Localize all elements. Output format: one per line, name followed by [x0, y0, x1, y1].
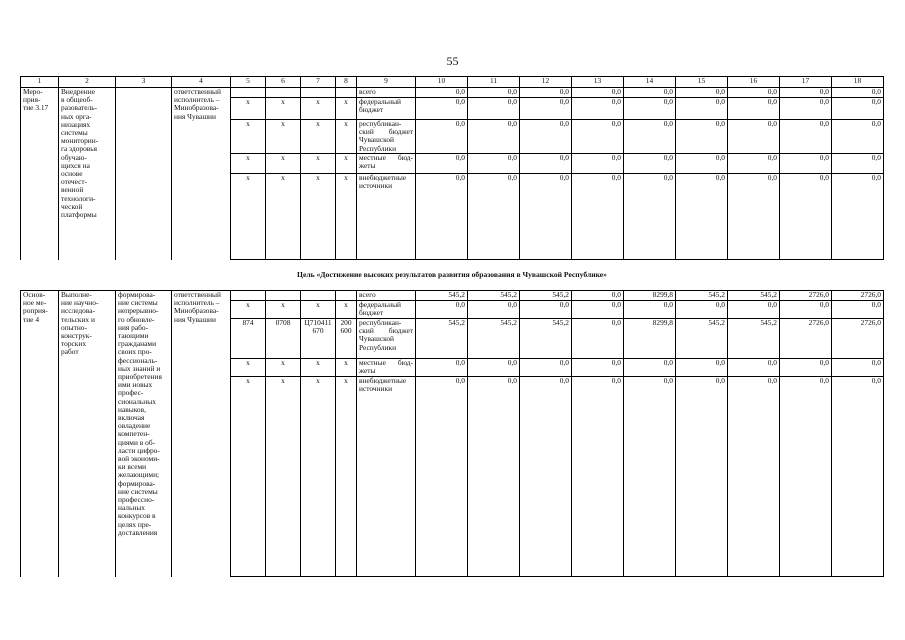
funding-source: федеральный бюджет	[357, 98, 416, 120]
target-indicator-line: конкурсов в	[118, 511, 156, 521]
amount-year-14: 0,0	[624, 377, 676, 577]
amount-year-18: 2726,0	[832, 319, 884, 359]
amount-year-15: 0,0	[676, 301, 728, 319]
measure-name	[59, 291, 116, 577]
funding-source: республикан-ский бюджет Чувашской Республики	[357, 120, 416, 154]
section-code	[266, 88, 301, 98]
amount-year-15: 0,0	[676, 88, 728, 98]
amount-year-17: 0,0	[780, 88, 832, 98]
amount-year-16: 0,0	[728, 154, 780, 174]
amount-year-17: 0,0	[780, 154, 832, 174]
target-indicator-line: гражданами	[118, 339, 157, 349]
amount-year-11: 0,0	[468, 154, 520, 174]
column-header-3: 3	[116, 77, 172, 88]
target-indicator-line: сиональных	[118, 396, 156, 406]
target-article-code: x	[301, 174, 336, 260]
goal-heading: Цель «Достижение высоких результатов развития образования в Чувашской Республике»	[21, 260, 884, 291]
amount-year-18: 0,0	[832, 120, 884, 154]
amount-year-13: 0,0	[572, 359, 624, 377]
target-indicator-line: ки всеми	[118, 462, 147, 472]
target-indicator-line: циями в об-	[118, 437, 156, 447]
amount-year-17: 0,0	[780, 174, 832, 260]
amount-year-11: 545,2	[468, 291, 520, 301]
grbs-code: x	[231, 174, 266, 260]
target-indicator-line: доставления	[118, 527, 158, 537]
measure-name-line: исследова-	[61, 306, 95, 316]
amount-year-17: 0,0	[780, 359, 832, 377]
amount-year-10: 545,2	[416, 319, 468, 359]
expense-type-code: x	[336, 98, 357, 120]
column-header-16: 16	[728, 77, 780, 88]
grbs-code: x	[231, 301, 266, 319]
responsible-executor-line: исполнитель –	[174, 95, 220, 105]
amount-year-11: 0,0	[468, 98, 520, 120]
column-header-5: 5	[231, 77, 266, 88]
column-header-14: 14	[624, 77, 676, 88]
grbs-code	[231, 291, 266, 301]
expense-type-code	[336, 88, 357, 98]
grbs-code: x	[231, 154, 266, 174]
measure-name-line: щихся на	[61, 160, 90, 170]
target-indicator-line: ных знаний и	[118, 363, 161, 373]
expense-type-code: x	[336, 377, 357, 577]
amount-year-10: 0,0	[416, 120, 468, 154]
column-header-12: 12	[520, 77, 572, 88]
amount-year-17: 0,0	[780, 301, 832, 319]
amount-year-14: 0,0	[624, 98, 676, 120]
amount-year-13: 0,0	[572, 98, 624, 120]
amount-year-17: 0,0	[780, 98, 832, 120]
target-indicator-line: навыков,	[118, 404, 146, 414]
measure-name-line: технологи-	[61, 193, 96, 203]
section-code: x	[266, 120, 301, 154]
measure-code-line: Основ-	[23, 290, 46, 299]
amount-year-12: 545,2	[520, 319, 572, 359]
column-header-7: 7	[301, 77, 336, 88]
target-indicator-line: го обновле-	[118, 314, 155, 324]
target-indicator-line: непрерывно-	[118, 306, 159, 316]
amount-year-11: 0,0	[468, 359, 520, 377]
amount-year-16: 0,0	[728, 301, 780, 319]
funding-source: всего	[357, 88, 416, 98]
amount-year-14: 0,0	[624, 120, 676, 154]
target-indicator	[116, 88, 172, 260]
amount-year-11: 0,0	[468, 301, 520, 319]
amount-year-18: 0,0	[832, 359, 884, 377]
column-header-2: 2	[59, 77, 116, 88]
column-header-11: 11	[468, 77, 520, 88]
section-code: x	[266, 154, 301, 174]
column-header-8: 8	[336, 77, 357, 88]
amount-year-13: 0,0	[572, 301, 624, 319]
target-indicator-line: своих про-	[118, 347, 152, 357]
table-row	[21, 291, 884, 301]
amount-year-13: 0,0	[572, 174, 624, 260]
amount-year-15: 545,2	[676, 291, 728, 301]
measure-name-line: мониторин-	[61, 136, 99, 146]
target-article-code: x	[301, 301, 336, 319]
responsible-executor-line: ния Чувашии	[174, 314, 216, 324]
measure-code-line: прия-	[23, 95, 41, 105]
target-indicator	[116, 291, 172, 577]
measure-name-line: низациях	[61, 119, 91, 129]
amount-year-14: 8299,8	[624, 291, 676, 301]
measure-name-line: опытно-	[61, 322, 87, 332]
target-article-code: x	[301, 377, 336, 577]
target-article-code: x	[301, 359, 336, 377]
expense-type-code: x	[336, 359, 357, 377]
measure-name-line: ние научно-	[61, 298, 99, 308]
target-article-code: x	[301, 120, 336, 154]
measure-name-line: основе	[61, 169, 83, 179]
amount-year-10: 0,0	[416, 359, 468, 377]
amount-year-16: 0,0	[728, 174, 780, 260]
target-article-code: x	[301, 154, 336, 174]
amount-year-10: 0,0	[416, 88, 468, 98]
measure-name-line: работ	[61, 347, 79, 357]
amount-year-13: 0,0	[572, 377, 624, 577]
amount-year-12: 0,0	[520, 377, 572, 577]
target-indicator-line: целях пре-	[118, 519, 152, 529]
amount-year-12: 0,0	[520, 174, 572, 260]
responsible-executor-line: Минобразова-	[174, 306, 219, 316]
budget-table	[20, 76, 884, 577]
amount-year-16: 0,0	[728, 377, 780, 577]
target-indicator-line: ласти цифро-	[118, 445, 160, 455]
measure-name-line: тельских и	[61, 314, 95, 324]
measure-code-line: Меро-	[23, 87, 43, 96]
page-number: 55	[446, 54, 459, 68]
amount-year-12: 0,0	[520, 301, 572, 319]
amount-year-12: 545,2	[520, 291, 572, 301]
amount-year-16: 0,0	[728, 120, 780, 154]
amount-year-15: 0,0	[676, 120, 728, 154]
column-header-row	[21, 77, 884, 88]
column-header-10: 10	[416, 77, 468, 88]
block-measure-3-17	[21, 88, 884, 260]
responsible-executor-line: исполнитель –	[174, 298, 220, 308]
funding-source: всего	[357, 291, 416, 301]
column-header-1: 1	[21, 77, 59, 88]
measure-code	[21, 291, 59, 577]
measure-name-line: га здоровья	[61, 144, 98, 154]
responsible-executor-line: ответственный	[174, 87, 221, 96]
measure-name-line: Внедрение	[61, 87, 95, 96]
column-header-13: 13	[572, 77, 624, 88]
target-article-code	[301, 88, 336, 98]
expense-type-code: x	[336, 120, 357, 154]
amount-year-11: 0,0	[468, 174, 520, 260]
expense-type-code: x	[336, 174, 357, 260]
amount-year-14: 0,0	[624, 301, 676, 319]
target-article-code	[301, 291, 336, 301]
amount-year-12: 0,0	[520, 154, 572, 174]
amount-year-13: 0,0	[572, 291, 624, 301]
amount-year-13: 0,0	[572, 154, 624, 174]
measure-code	[21, 88, 59, 260]
amount-year-16: 0,0	[728, 359, 780, 377]
funding-source: местные бюд-жеты	[357, 359, 416, 377]
grbs-code: x	[231, 377, 266, 577]
amount-year-18: 0,0	[832, 174, 884, 260]
target-article-code: Ц710411 670	[301, 319, 336, 359]
section-code	[266, 291, 301, 301]
responsible-executor-line: Минобразова-	[174, 103, 219, 113]
target-indicator-line: ние системы	[118, 298, 158, 308]
target-indicator-line: вой экономи-	[118, 454, 160, 464]
amount-year-14: 0,0	[624, 359, 676, 377]
target-indicator-line: желающими;	[118, 470, 160, 480]
amount-year-17: 0,0	[780, 120, 832, 154]
amount-year-15: 0,0	[676, 98, 728, 120]
grbs-code: x	[231, 359, 266, 377]
column-header-17: 17	[780, 77, 832, 88]
section-code: x	[266, 377, 301, 577]
target-indicator-line: ние системы	[118, 486, 158, 496]
measure-name-line: обучаю-	[61, 152, 87, 162]
target-indicator-line: приобретения	[118, 372, 162, 382]
table-row	[21, 88, 884, 98]
measure-name-line: платформы	[61, 210, 97, 220]
grbs-code	[231, 88, 266, 98]
measure-name-line: ных орга-	[61, 111, 92, 121]
amount-year-15: 0,0	[676, 359, 728, 377]
responsible-executor	[172, 291, 231, 577]
amount-year-16: 545,2	[728, 291, 780, 301]
amount-year-18: 0,0	[832, 377, 884, 577]
amount-year-14: 0,0	[624, 154, 676, 174]
section-code: 0708	[266, 319, 301, 359]
section-code: x	[266, 359, 301, 377]
amount-year-14: 0,0	[624, 174, 676, 260]
measure-name-line: Выполне-	[61, 290, 92, 299]
section-code: x	[266, 98, 301, 120]
target-article-code: x	[301, 98, 336, 120]
target-indicator-line: формирова-	[118, 290, 156, 299]
amount-year-15: 0,0	[676, 154, 728, 174]
grbs-code: 874	[231, 319, 266, 359]
expense-type-code: x	[336, 154, 357, 174]
measure-name-line: ческой	[61, 201, 83, 211]
amount-year-17: 0,0	[780, 377, 832, 577]
target-indicator-line: овладение	[118, 421, 151, 431]
responsible-executor-line: ния Чувашии	[174, 111, 216, 121]
funding-source: местные бюд-жеты	[357, 154, 416, 174]
responsible-executor-line: ответственный	[174, 290, 221, 299]
responsible-executor	[172, 88, 231, 260]
measure-code-line: ное ме-	[23, 298, 47, 308]
measure-code-line: тие 4	[23, 314, 40, 324]
amount-year-18: 0,0	[832, 301, 884, 319]
target-indicator-line: тающими	[118, 331, 149, 341]
column-header-18: 18	[832, 77, 884, 88]
amount-year-18: 0,0	[832, 154, 884, 174]
amount-year-10: 545,2	[416, 291, 468, 301]
amount-year-12: 0,0	[520, 88, 572, 98]
amount-year-14: 8299,8	[624, 319, 676, 359]
grbs-code: x	[231, 120, 266, 154]
expense-type-code: x	[336, 301, 357, 319]
column-header-4: 4	[172, 77, 231, 88]
amount-year-18: 2726,0	[832, 291, 884, 301]
column-header-6: 6	[266, 77, 301, 88]
amount-year-11: 0,0	[468, 88, 520, 98]
amount-year-18: 0,0	[832, 88, 884, 98]
measure-name-line: торских	[61, 339, 87, 349]
block-main-measure-4	[21, 291, 884, 577]
amount-year-13: 0,0	[572, 88, 624, 98]
funding-source: федеральный бюджет	[357, 301, 416, 319]
funding-source: республикан-ский бюджет Чувашской Республики	[357, 319, 416, 359]
expense-type-code	[336, 291, 357, 301]
target-indicator-line: компетен-	[118, 429, 150, 439]
funding-source: внебюджетные источники	[357, 377, 416, 577]
measure-name-line: отечест-	[61, 177, 88, 187]
amount-year-13: 0,0	[572, 319, 624, 359]
measure-name-line: конструк-	[61, 331, 92, 341]
amount-year-14: 0,0	[624, 88, 676, 98]
target-indicator-line: профес-	[118, 388, 144, 398]
measure-name-line: разователь-	[61, 103, 98, 113]
amount-year-10: 0,0	[416, 174, 468, 260]
amount-year-12: 0,0	[520, 120, 572, 154]
amount-year-10: 0,0	[416, 98, 468, 120]
target-indicator-line: ими новых	[118, 380, 153, 390]
funding-source: внебюджетные источники	[357, 174, 416, 260]
measure-name-line: в общеоб-	[61, 95, 93, 105]
amount-year-18: 0,0	[832, 98, 884, 120]
amount-year-17: 2726,0	[780, 291, 832, 301]
section-code: x	[266, 301, 301, 319]
amount-year-15: 545,2	[676, 319, 728, 359]
target-indicator-line: нальных	[118, 503, 145, 513]
amount-year-16: 0,0	[728, 98, 780, 120]
grbs-code: x	[231, 98, 266, 120]
target-indicator-line: фессиональ-	[118, 355, 158, 365]
amount-year-15: 0,0	[676, 174, 728, 260]
measure-name-line: системы	[61, 128, 88, 138]
amount-year-13: 0,0	[572, 120, 624, 154]
amount-year-10: 0,0	[416, 154, 468, 174]
column-header-15: 15	[676, 77, 728, 88]
measure-code-line: тие 3.17	[23, 103, 49, 113]
measure-code-line: роприя-	[23, 306, 48, 316]
amount-year-15: 0,0	[676, 377, 728, 577]
column-header-9: 9	[357, 77, 416, 88]
target-indicator-line: формирова-	[118, 478, 156, 488]
amount-year-16: 545,2	[728, 319, 780, 359]
section-code: x	[266, 174, 301, 260]
target-indicator-line: профессио-	[118, 495, 155, 505]
amount-year-17: 2726,0	[780, 319, 832, 359]
amount-year-12: 0,0	[520, 98, 572, 120]
amount-year-10: 0,0	[416, 301, 468, 319]
amount-year-12: 0,0	[520, 359, 572, 377]
amount-year-11: 0,0	[468, 120, 520, 154]
amount-year-10: 0,0	[416, 377, 468, 577]
target-indicator-line: включая	[118, 413, 145, 423]
amount-year-11: 545,2	[468, 319, 520, 359]
amount-year-16: 0,0	[728, 88, 780, 98]
amount-year-11: 0,0	[468, 377, 520, 577]
measure-name	[59, 88, 116, 260]
expense-type-code: 200 600	[336, 319, 357, 359]
target-indicator-line: ния рабо-	[118, 322, 149, 332]
measure-name-line: венной	[61, 185, 84, 195]
